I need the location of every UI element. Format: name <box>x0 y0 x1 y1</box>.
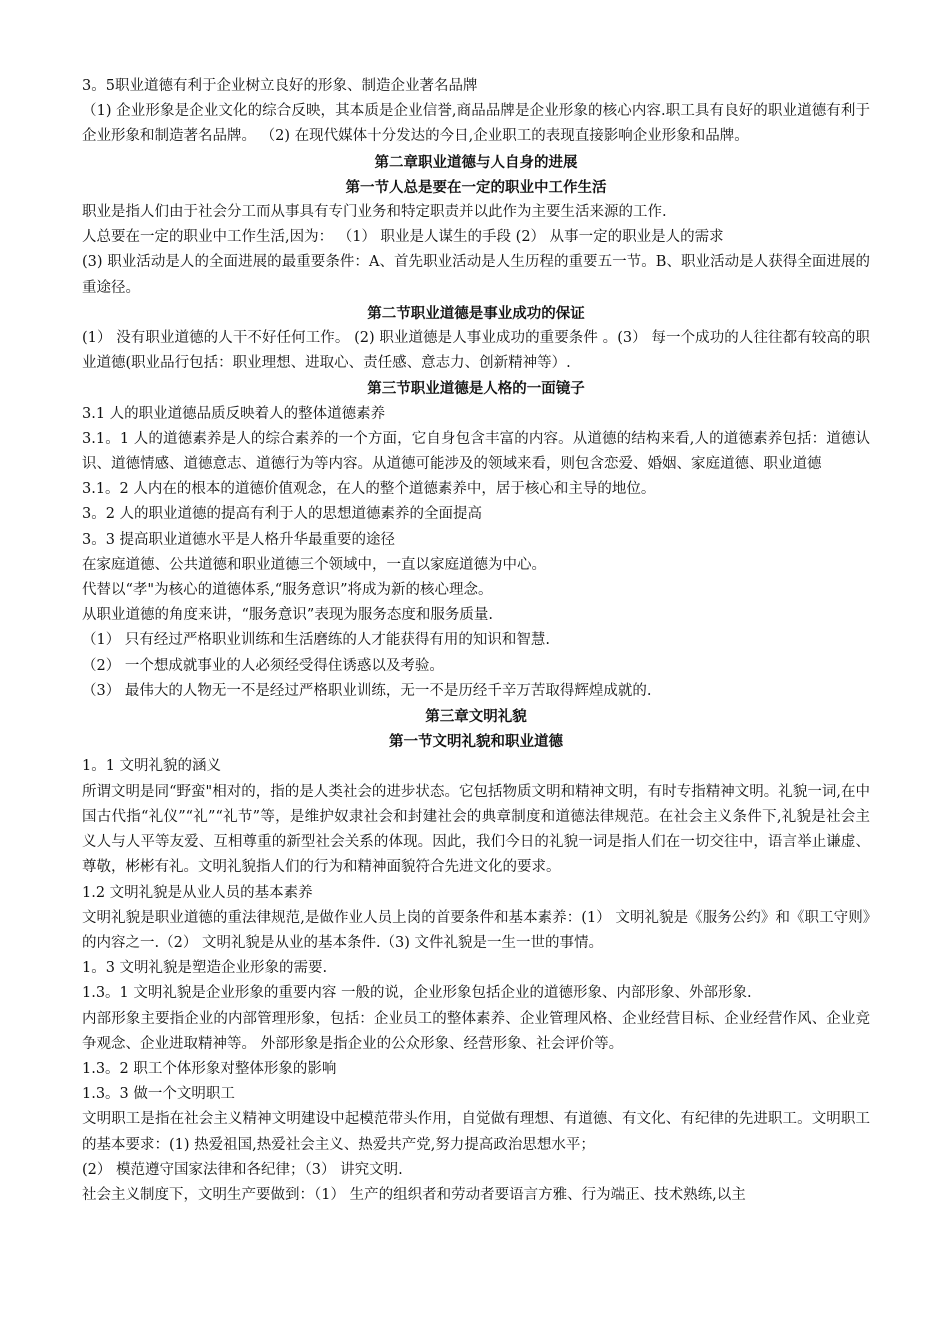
list-item: （2） 一个想成就事业的人必须经受得住诱惑以及考验。 <box>82 657 444 674</box>
subsection-heading: 1。3 文明礼貌是塑造企业形象的需要. <box>82 960 328 977</box>
list-item: （3） 最伟大的人物无一不是经过严格职业训练，无一不是历经千辛万苦取得辉煌成就的. <box>82 682 652 699</box>
chapter-title: 第二章职业道德与人自身的进展 <box>374 153 578 171</box>
section-title: 第一节文明礼貌和职业道德 <box>389 733 563 751</box>
paragraph: 人总要在一定的职业中工作生活,因为： （1） 职业是人谋生的手段 (2） 从事一定的职业是人的需求 <box>82 229 724 246</box>
paragraph: 文明职工是指在社会主义精神文明建设中起模范带头作用，自觉做有理想、有道德、有文化、有纪律的先进职工。文明职工的基本要求：(1) 热爱祖国,热爱社会主义、热爱共产党,努力提高政治思想水平； <box>82 1111 870 1153</box>
subsection-heading: 3.1 人的职业道德品质反映着人的整体道德素养 <box>82 405 386 422</box>
subsection-heading: 1.3。3 做一个文明职工 <box>82 1086 235 1103</box>
section-title: 第三节职业道德是人格的一面镜子 <box>367 380 585 398</box>
section-title: 第二节职业道德是事业成功的保证 <box>367 304 585 322</box>
paragraph: 1.3。1 文明礼貌是企业形象的重要内容 一般的说，企业形象包括企业的道德形象、内部形象、外部形象. <box>82 985 752 1002</box>
paragraph: 职业是指人们由于社会分工而从事具有专门业务和特定职责并以此作为主要生活来源的工作. <box>82 204 667 221</box>
section-title: 第一节人总是要在一定的职业中工作生活 <box>345 178 607 196</box>
paragraph: 社会主义制度下，文明生产要做到：（1） 生产的组织者和劳动者要语言方雅、行为端正、技术熟练,以主 <box>82 1186 746 1203</box>
paragraph: 3.1。2 人内在的根本的道德价值观念，在人的整个道德素养中，居于核心和主导的地位。 <box>82 481 656 498</box>
paragraph: (2） 模范遵守国家法律和各纪律；（3） 讲究文明. <box>82 1161 403 1178</box>
subsection-heading: 1。1 文明礼貌的涵义 <box>82 758 222 775</box>
paragraph: 所谓文明是同“野蛮"相对的，指的是人类社会的进步状态。它包括物质文明和精神文明，有时专指精神文明。礼貌一词,在中国古代指“礼仪”“礼”“礼节”等，是维护奴隶社会和封建社会的典章制度和道德法律规范。在社会主义条件下,礼貌是社会主义人与人平等友爱、互相尊重的新型社会关系的体现。因此，我们今日的礼貌一词是指人们在一切交往中，语言举止谦虚、尊敬，彬彬有礼。文明礼貌指人们的行为和精神面貌符合先进文化的要求。 <box>82 783 870 876</box>
section-heading: 3。5职业道德有利于企业树立良好的形象、制造企业著名品牌 <box>82 78 478 94</box>
paragraph: 3.1。1 人的道德素养是人的综合素养的一个方面，它自身包含丰富的内容。从道德的结构来看,人的道德素养包括：道德认识、道德情感、道德意志、道德行为等内容。从道德可能涉及的领域来看，则包含恋爱、婚姻、家庭道德、职业道德 <box>82 430 870 473</box>
subsection-heading: 1.2 文明礼貌是从业人员的基本素养 <box>82 884 313 901</box>
list-item: （1） 只有经过严格职业训练和生活磨练的人才能获得有用的知识和智慧. <box>82 632 550 649</box>
paragraph: 代替以“孝"为核心的道德体系,“服务意识”将成为新的核心理念。 <box>82 582 493 599</box>
chapter-title: 第三章文明礼貌 <box>425 708 527 726</box>
paragraph: (3) 职业活动是人的全面进展的最重要条件：A、首先职业活动是人生历程的重要五一节。B、职业活动是人获得全面进展的重途径。 <box>82 254 870 296</box>
paragraph: (1） 没有职业道德的人干不好任何工作。 (2) 职业道德是人事业成功的重要条件 。(3） 每一个成功的人往往都有较高的职业道德(职业品行包括：职业理想、进取心、责任感、意志力、创新精神等）. <box>82 330 870 372</box>
subsection-heading: 3。2 人的职业道德的提高有利于人的思想道德素养的全面提高 <box>82 506 483 523</box>
subsection-heading: 1.3。2 职工个体形象对整体形象的影响 <box>82 1060 337 1077</box>
paragraph: 在家庭道德、公共道德和职业道德三个领域中，一直以家庭道德为中心。 <box>82 556 546 573</box>
paragraph: 从职业道德的角度来讲，“服务意识”表现为服务态度和服务质量. <box>82 607 493 624</box>
paragraph: 内部形象主要指企业的内部管理形象，包括：企业员工的整体素养、企业管理风格、企业经营目标、企业经营作风、企业竞争观念、企业进取精神等。 外部形象是指企业的公众形象、经营形象、社会评价等。 <box>82 1010 870 1052</box>
paragraph: 文明礼貌是职业道德的重法律规范,是做作业人员上岗的首要条件和基本素养：(1） 文明礼貌是《服务公约》和《职工守则》的内容之一.（2） 文明礼貌是从业的基本条件.（3) 文件礼貌是一生一世的事情。 <box>82 909 870 951</box>
subsection-heading: 3。3 提高职业道德水平是人格升华最重要的途径 <box>82 531 396 548</box>
paragraph: （1) 企业形象是企业文化的综合反映，其本质是企业信誉,商品品牌是企业形象的核心内容.职工具有良好的职业道德有利于企业形象和制造著名品牌。 （2) 在现代媒体十分发达的今日,企业职工的表现直接影响企业形象和品牌。 <box>82 103 870 145</box>
